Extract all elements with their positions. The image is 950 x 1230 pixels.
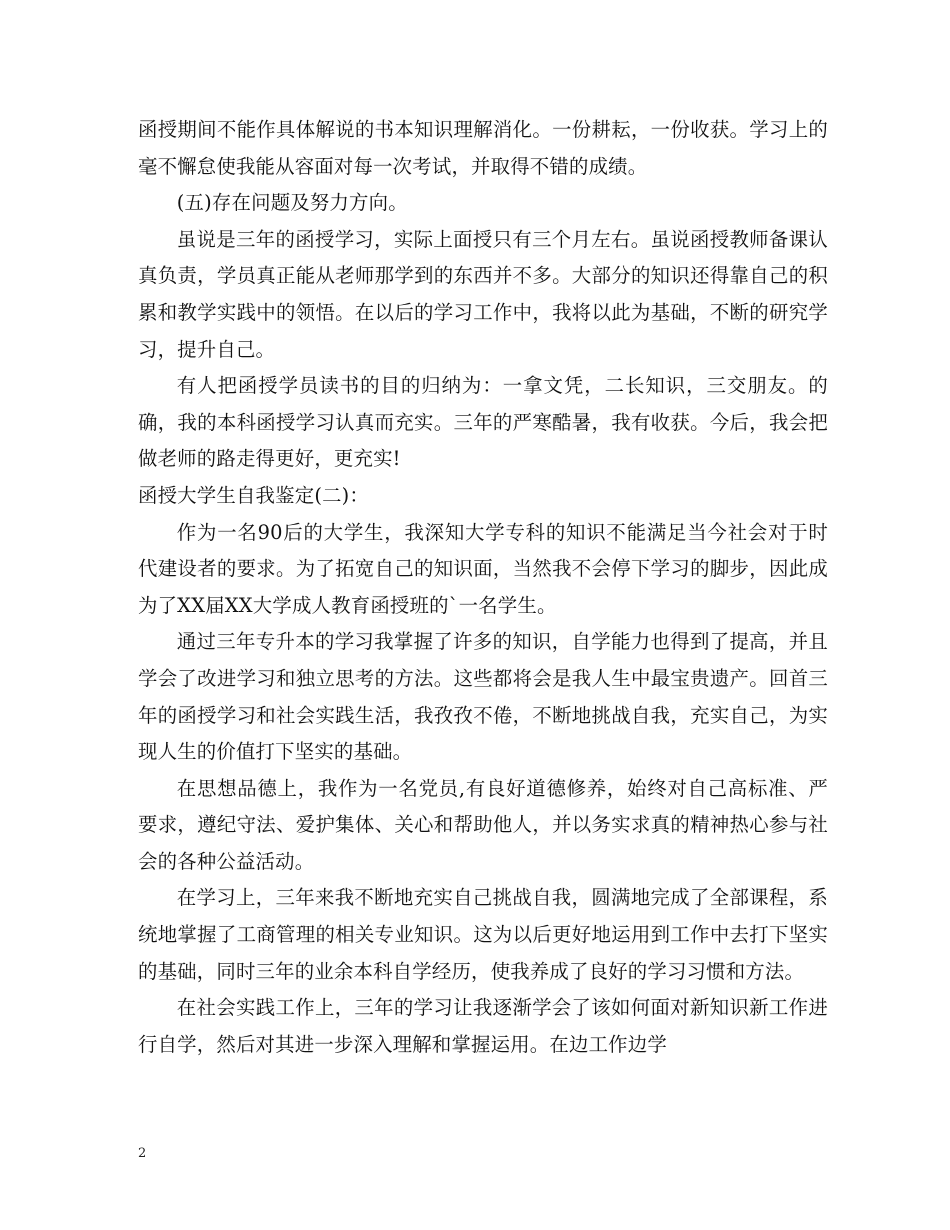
- section-title-two: 函授大学生自我鉴定(二)：: [138, 483, 370, 507]
- paragraph-practice: 在社会实践工作上，三年的学习让我逐渐学会了该如何面对新知识新工作进行自学，然后对其进一步深入理解和掌握运用。在边工作边学: [138, 996, 828, 1056]
- paragraph-learning: 在学习上，三年来我不断地充实自己挑战自我，圆满地完成了全部课程，系统地掌握了工商管理的相关专业知识。这为以后更好地运用到工作中去打下坚实的基础，同时三年的业余本科自学经历，使我养成了良好的学习习惯和方法。: [138, 886, 828, 983]
- paragraph-problems: 虽说是三年的函授学习，实际上面授只有三个月左右。虽说函授教师备课认真负责，学员真正能从老师那学到的东西并不多。大部分的知识还得靠自己的积累和教学实践中的领悟。在以后的学习工作中，我将以此为基础，不断的研究学习，提升自己。: [138, 227, 828, 361]
- paragraph-purpose: 有人把函授学员读书的目的归纳为：一拿文凭，二长知识，三交朋友。的确，我的本科函授学习认真而充实。三年的严寒酷暑，我有收获。今后，我会把做老师的路走得更好，更充实!: [138, 374, 828, 471]
- document-body: [138, 112, 828, 1063]
- paragraph-study-gains: 通过三年专升本的学习我掌握了许多的知识，自学能力也得到了提高，并且学会了改进学习和独立思考的方法。这些都将会是我人生中最宝贵遗产。回首三年的函授学习和社会实践生活，我孜孜不倦，不断地挑战自我，充实自己，为实现人生的价值打下坚实的基础。: [138, 630, 828, 764]
- paragraph-intro: 作为一名90后的大学生，我深知大学专科的知识不能满足当今社会对于时代建设者的要求。为了拓宽自己的知识面，当然我不会停下学习的脚步，因此成为了XX届XX大学成人教育函授班的`一名学生。: [138, 520, 828, 617]
- paragraph-continuation: 函授期间不能作具体解说的书本知识理解消化。一份耕耘，一份收获。学习上的毫不懈怠使我能从容面对每一次考试，并取得不错的成绩。: [138, 118, 828, 178]
- page-number: 2: [138, 1146, 147, 1161]
- paragraph-ideology: 在思想品德上，我作为一名党员,有良好道德修养，始终对自己高标准、严要求，遵纪守法、爱护集体、关心和帮助他人，并以务实求真的精神热心参与社会的各种公益活动。: [138, 776, 828, 873]
- section-heading-five: (五)存在问题及努力方向。: [176, 191, 408, 215]
